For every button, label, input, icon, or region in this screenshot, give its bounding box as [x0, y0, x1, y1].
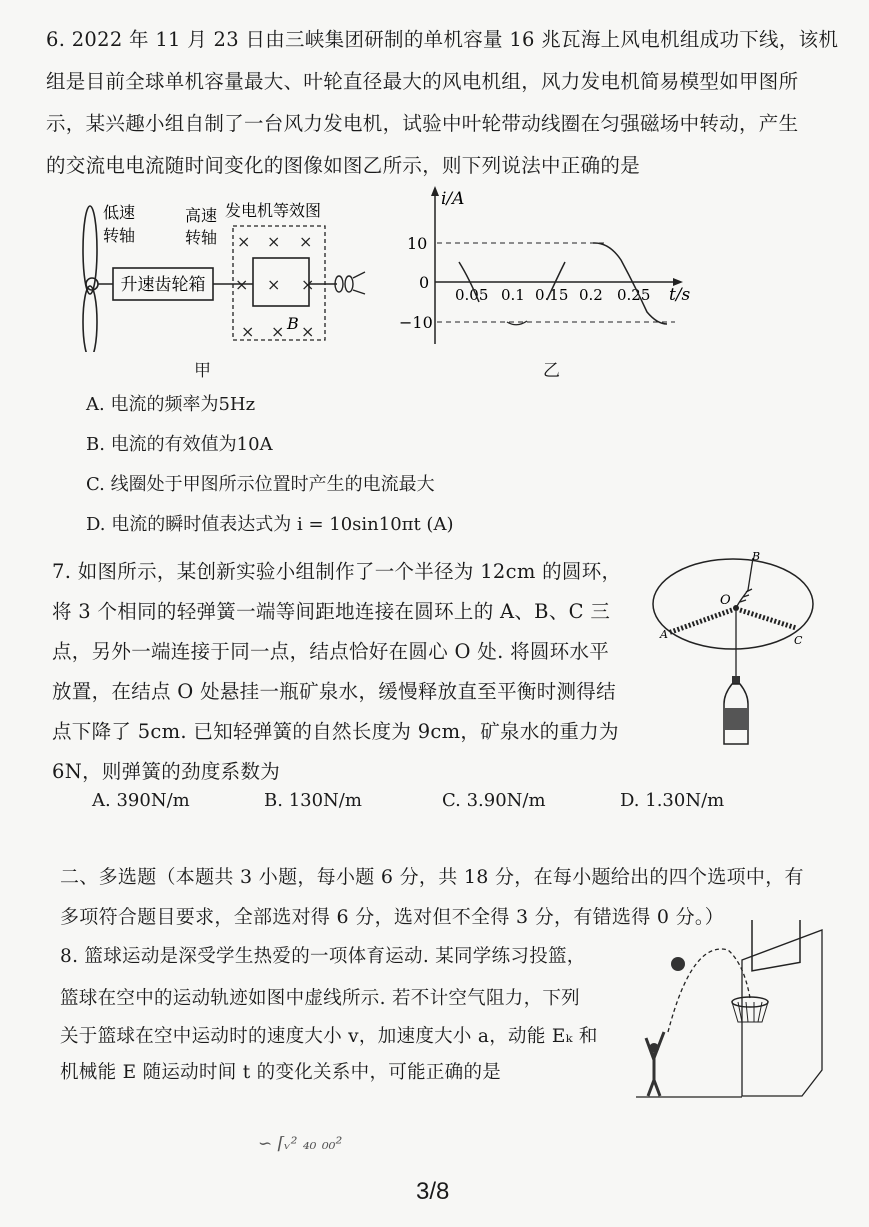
section-2-line-2: 多项符合题目要求，全部选对得 6 分，选对但不全得 3 分，有错选得 0 分。）	[60, 906, 725, 928]
q6-option-d-text: 电流的瞬时值表达式为 i = 10sin10πt (A)	[111, 514, 454, 535]
svg-text:×: ×	[267, 232, 281, 251]
high-speed-label-2: 转轴	[185, 228, 218, 247]
x-tick-015: 0.15	[535, 286, 569, 304]
blade-upper	[83, 206, 97, 294]
svg-text:×: ×	[299, 232, 313, 251]
gearbox-label: 升速齿轮箱	[120, 275, 206, 295]
svg-text:×: ×	[301, 275, 315, 294]
q8-line-2: 篮球在空中的运动轨迹如图中虚线所示. 若不计空气阻力，下列	[60, 988, 580, 1009]
q7-option-d-label: D.	[620, 790, 640, 811]
label-o: O	[720, 593, 731, 608]
figure-yi-current-graph	[395, 182, 695, 352]
q6-option-b-label: B.	[86, 434, 105, 455]
q6-option-c-label: C.	[86, 474, 105, 495]
spring-oc	[740, 610, 796, 628]
figure-q8-basketball	[632, 920, 832, 1100]
svg-text:×: ×	[267, 275, 281, 294]
svg-text:×: ×	[271, 322, 285, 341]
page-number: 3/8	[416, 1178, 450, 1205]
label-a: A	[660, 628, 668, 641]
x-axis-label: t/s	[669, 285, 691, 305]
q7-line-6: 6N，则弹簧的劲度系数为	[52, 760, 281, 783]
x-tick-005: 0.05	[455, 286, 489, 304]
q6-option-a-label: A.	[86, 394, 105, 415]
x-tick-025: 0.25	[617, 286, 651, 304]
q7-option-d-text: 1.30N/m	[645, 790, 725, 811]
q7-option-c-label: C.	[442, 790, 461, 811]
spring-oa	[668, 610, 732, 633]
svg-text:×: ×	[235, 275, 249, 294]
basketball	[671, 957, 685, 971]
svg-text:×: ×	[241, 322, 255, 341]
knot-o	[733, 605, 739, 611]
q6-line-2: 组是目前全球单机容量最大、叶轮直径最大的风电机组，风力发电机简易模型如甲图所	[46, 70, 799, 93]
y-tick-10: 10	[407, 234, 428, 253]
y-tick-neg10: −10	[399, 313, 433, 332]
q6-line-4: 的交流电电流随时间变化的图像如图乙所示，则下列说法中正确的是	[46, 154, 641, 177]
backboard	[752, 920, 800, 971]
section-2-line-1: 二、多选题（本题共 3 小题，每小题 6 分，共 18 分，在每小题给出的四个选项中，有	[60, 866, 804, 888]
q7-line-2: 将 3 个相同的轻弹簧一端等间距地连接在圆环上的 A、B、C 三	[52, 600, 611, 623]
q7-option-d[interactable]	[620, 790, 724, 811]
field-crosses	[235, 232, 314, 341]
q7-line-4: 放置，在结点 O 处悬挂一瓶矿泉水，缓慢释放直至平衡时测得结	[52, 680, 616, 703]
q8-line-3: 关于篮球在空中运动时的速度大小 v，加速度大小 a，动能 Eₖ 和	[60, 1026, 598, 1047]
q6-option-d-label: D.	[86, 514, 106, 535]
figure-q7-ring-springs	[648, 548, 818, 753]
q6-line-1: 6. 2022 年 11 月 23 日由三峡集团研制的单机容量 16 兆瓦海上风电机组成功下线，该机	[46, 28, 839, 51]
q6-option-d[interactable]	[86, 510, 453, 536]
scribble-mark: ∽ ⌈ᵥ² ₄₀ ₀₀²	[258, 1134, 343, 1154]
hoop	[732, 997, 768, 1007]
y-axis-label: i/A	[441, 189, 465, 209]
q7-option-c-text: 3.90N/m	[466, 790, 546, 811]
bottle-label	[724, 708, 748, 730]
field-label-b: B	[287, 314, 299, 333]
spring-ob	[736, 558, 753, 608]
q6-line-3: 示，某兴趣小组自制了一台风力发电机，试验中叶轮带动线圈在匀强磁场中转动，产生	[46, 112, 799, 135]
q7-line-3: 点，另外一端连接于同一点，结点恰好在圆心 O 处. 将圆环水平	[52, 640, 610, 663]
q7-option-b[interactable]	[264, 790, 362, 811]
bottle-cap	[732, 676, 740, 684]
player-body	[646, 1032, 664, 1096]
q7-option-b-text: 130N/m	[288, 790, 362, 811]
curve-segment-4	[593, 243, 667, 324]
q8-line-1: 8. 篮球运动是深受学生热爱的一项体育运动. 某同学练习投篮，	[60, 946, 586, 967]
blade-lower	[83, 286, 97, 352]
q7-option-a-text: 390N/m	[116, 790, 190, 811]
figure-yi-caption: 乙	[543, 361, 560, 381]
q6-option-c-text: 线圈处于甲图所示位置时产生的电流最大	[110, 474, 435, 495]
q7-option-a[interactable]	[92, 790, 190, 811]
ring	[653, 559, 813, 649]
x-tick-01: 0.1	[501, 286, 525, 304]
q7-line-5: 点下降了 5cm. 已知轻弹簧的自然长度为 9cm，矿泉水的重力为	[52, 720, 619, 743]
low-speed-label-1: 低速	[103, 203, 136, 222]
low-speed-label-2: 转轴	[103, 226, 136, 245]
y-tick-0: 0	[419, 273, 430, 292]
q7-option-b-label: B.	[264, 790, 283, 811]
figure-jia-generator-diagram	[75, 192, 375, 352]
svg-text:×: ×	[301, 322, 315, 341]
slip-ring-2	[345, 276, 353, 292]
q6-option-c[interactable]	[86, 470, 435, 496]
q6-option-a[interactable]	[86, 390, 255, 416]
q7-option-c[interactable]	[442, 790, 546, 811]
generator-label: 发电机等效图	[225, 201, 322, 220]
svg-text:×: ×	[237, 232, 251, 251]
q6-option-a-text: 电流的频率为5Hz	[110, 394, 256, 415]
label-c: C	[794, 634, 803, 647]
q6-option-b[interactable]	[86, 430, 273, 456]
x-tick-02: 0.2	[579, 286, 603, 304]
q7-line-1: 7. 如图所示，某创新实验小组制作了一个半径为 12cm 的圆环，	[52, 560, 622, 583]
high-speed-label-1: 高速	[185, 206, 218, 225]
figure-jia-caption: 甲	[194, 361, 211, 381]
q6-option-b-text: 电流的有效值为10A	[110, 434, 273, 455]
label-b: B	[752, 550, 761, 563]
q8-line-4: 机械能 E 随运动时间 t 的变化关系中，可能正确的是	[60, 1062, 502, 1083]
q7-option-a-label: A.	[92, 790, 111, 811]
